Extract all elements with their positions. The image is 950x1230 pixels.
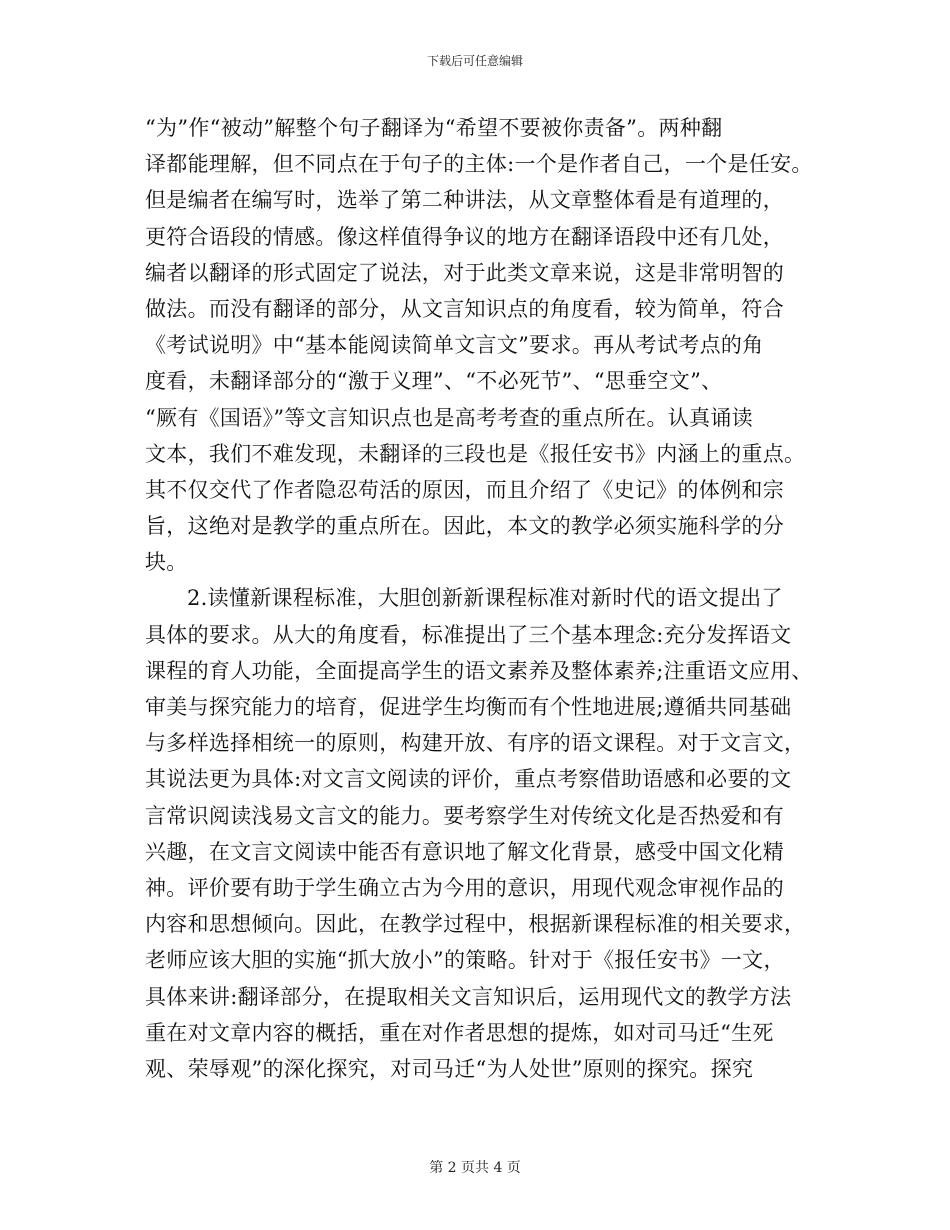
text-line: 其不仅交代了作者隐忍苟活的原因，而且介绍了《史记》的体例和宗 <box>145 477 784 502</box>
text-line: 文本，我们不难发现，未翻译的三段也是《报任安书》内涵上的重点。 <box>145 441 806 466</box>
text-line: 审美与探究能力的培育，促进学生均衡而有个性地进展;遵循共同基础 <box>145 695 792 719</box>
text-line: 做法。而没有翻译的部分，从文言知识点的角度看，较为简单，符合 <box>145 296 784 321</box>
text-line: 旨，这绝对是教学的重点所在。因此，本文的教学必须实施科学的分 <box>145 514 784 539</box>
text-line: 课程的育人功能，全面提高学生的语文素养及整体素养;注重语文应用、 <box>145 658 813 683</box>
document-body <box>145 110 835 1087</box>
text-line: 老师应该大胆的实施“抓大放小”的策略。针对于《报任安书》一文， <box>145 948 785 973</box>
text-line: 兴趣，在文言文阅读中能否有意识地了解文化背景，感受中国文化精 <box>145 839 784 864</box>
text-line: 观、荣辱观”的深化探究，对司马迁“为人处世”原则的探究。探究 <box>145 1056 754 1081</box>
text-line: 译都能理解，但不同点在于句子的主体:一个是作者自己，一个是任安。 <box>145 152 813 177</box>
text-line: 言常识阅读浅易文言文的能力。要考察学生对传统文化是否热爱和有 <box>145 803 784 828</box>
text-line: “为”作“被动”解整个句子翻译为“希望不要被你责备”。两种翻 <box>145 116 723 140</box>
text-line: 具体的要求。从大的角度看，标准提出了三个基本理念:充分发挥语文 <box>145 622 792 647</box>
text-line: 重在对文章内容的概括，重在对作者思想的提炼，如对司马迁“生死 <box>145 1020 774 1045</box>
text-line: 《考试说明》中“基本能阅读简单文言文”要求。再从考试考点的角 <box>145 333 764 358</box>
page-number: 第 2 页共 4 页 <box>429 1160 521 1176</box>
text-line: 块。 <box>145 550 188 575</box>
paragraph-start-line: 2.读懂新课程标准，大胆创新新课程标准对新时代的语文提出了 <box>187 586 783 611</box>
text-line: 其说法更为具体:对文言文阅读的评价，重点考察借助语感和必要的文 <box>145 767 792 792</box>
text-line: 神。评价要有助于学生确立古为今用的意识，用现代观念审视作品的 <box>145 875 784 900</box>
text-line: 编者以翻译的形式固定了说法，对于此类文章来说，这是非常明智的 <box>145 260 784 285</box>
text-line: 具体来讲:翻译部分，在提取相关文言知识后，运用现代文的教学方法 <box>145 984 792 1009</box>
text-line: 与多样选择相统一的原则，构建开放、有序的语文课程。对于文言文， <box>145 731 806 756</box>
text-line: 更符合语段的情感。像这样值得争议的地方在翻译语段中还有几处， <box>145 224 784 249</box>
text-line: “厥有《国语》”等文言知识点也是高考考查的重点所在。认真诵读 <box>145 405 753 430</box>
text-line: 内容和思想倾向。因此，在教学过程中，根据新课程标准的相关要求， <box>145 912 806 937</box>
text-line: 度看，未翻译部分的“激于义理”、“不必死节”、“思垂空文”、 <box>145 369 723 394</box>
page-header: 下载后可任意编辑 <box>426 54 523 68</box>
text-line: 但是编者在编写时，选举了第二种讲法，从文章整体看是有道理的， <box>145 188 784 213</box>
